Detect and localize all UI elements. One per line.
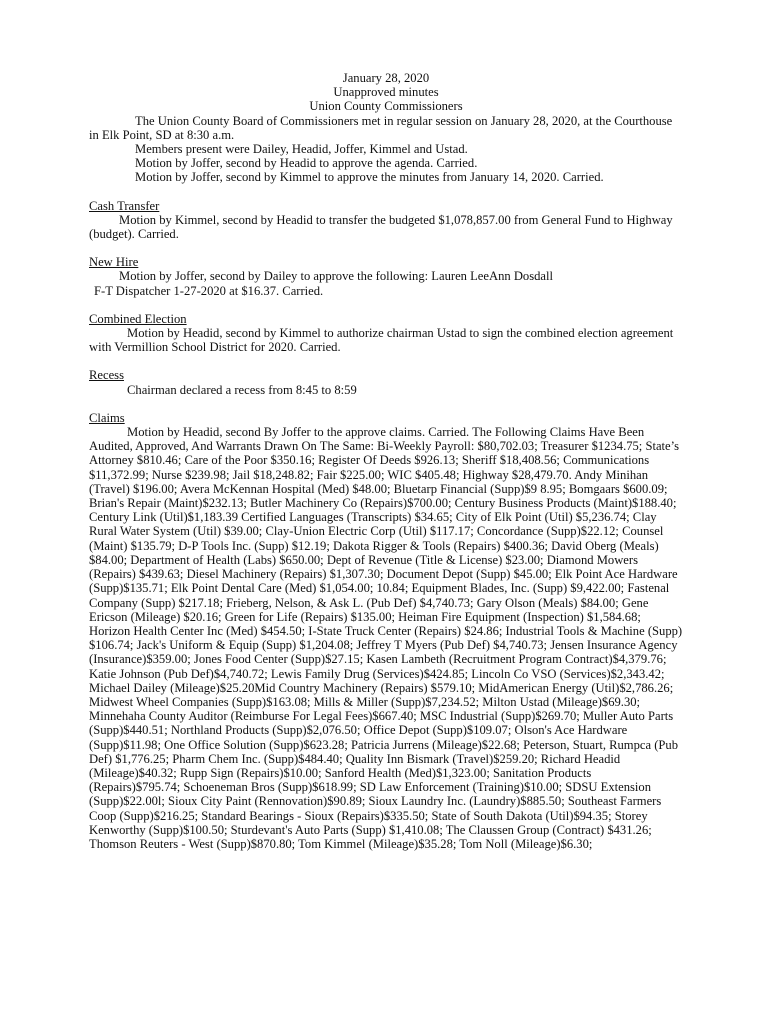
new-hire-text: Motion by Joffer, second by Dailey to approve the following: Lauren LeeAnn Dosdall	[119, 269, 553, 284]
new-hire-detail: F-T Dispatcher 1-27-2020 at $16.37. Carried.	[94, 283, 324, 298]
minutes-document	[89, 71, 683, 851]
new-hire-section	[89, 255, 683, 298]
recess-section	[89, 368, 683, 396]
document-status: Unapproved minutes	[333, 85, 439, 100]
cash-transfer-heading: Cash Transfer	[89, 198, 160, 213]
cash-transfer-text: Motion by Kimmel, second by Headid to transfer the budgeted $1,078,857.00 from General Fund to Highway (budget). Carried.	[89, 212, 673, 242]
agenda-motion: Motion by Joffer, second by Headid to approve the agenda. Carried.	[135, 156, 478, 171]
combined-election-section	[89, 312, 683, 355]
cash-transfer-section	[89, 199, 683, 242]
combined-election-heading: Combined Election	[89, 311, 187, 326]
claims-section	[89, 411, 683, 851]
board-name: Union County Commissioners	[309, 99, 463, 114]
new-hire-heading: New Hire	[89, 255, 139, 270]
recess-heading: Recess	[89, 368, 124, 383]
members-paragraph: Members present were Dailey, Headid, Joffer, Kimmel and Ustad.	[135, 142, 468, 157]
minutes-motion: Motion by Joffer, second by Kimmel to approve the minutes from January 14, 2020. Carried.	[135, 170, 604, 185]
claims-heading: Claims	[89, 410, 125, 425]
meeting-date: January 28, 2020	[342, 71, 430, 85]
claims-text: Motion by Headid, second By Joffer to the approve claims. Carried. The Following Claims Have Been Audited, Approved, And Warrants Drawn On The Same: Bi-Weekly Payroll: $80,702.03; Treasurer $1234.75; State’s Attorney $810.46; Care of the Poor $350.16; Register Of Deeds $926.13; Sheriff $18,408.56; Communications $11,372.99; Nurse $239.98; Jail $18,248.82; Fair $225.00; WIC $405.48; Highway $28,479.70. Andy Minihan (Travel) $196.00; Avera McKennan Hospital (Med) $48.00; Bluetarp Financial (Supp)$9 8.95; Bomgaars $600.09; Brian's Repair (Maint)$232.13; Butler Machinery Co (Repairs)$700.00; Century Business Products (Maint)$188.40; Century Link (Util)$1,183.39 Certified Languages (Transcripts) $34.65; City of Elk Point (Util) $5,236.74; Clay Rural Water System (Util) $39.00; Clay-Union Electric Corp (Util) $117.17; Concordance (Supp)$22.12; Counsel (Maint) $135.79; D-P Tools Inc. (Supp) $12.19; Dakota Rigger & Tools (Repairs) $400.36; David Oberg (Meals) $84.00; Department of Health (Labs) $650.00; Dept of Revenue (Title & License) $23.00; Diamond Mowers (Repairs) $439.63; Diesel Machinery (Repairs) $1,307.30; Document Depot (Supp) $45.00; Elk Point Ace Hardware (Supp)$135.71; Elk Point Dental Care (Med) $1,054.00; 10.84; Equipment Blades, Inc. (Supp) $9,422.00; Fastenal Company (Supp) $217.18; Frieberg, Nelson, & Ask L. (Pub Def) $4,740.73; Gary Olson (Meals) $84.00; Gene Ericson (Mileage) $20.16; Green for Life (Repairs) $135.00; Heiman Fire Equipment (Inspection) $1,584.68; Horizon Health Center Inc (Med) $454.50; I-State Truck Center (Repairs) $24.86; Industrial Tools & Machine (Supp) $106.74; Jack's Uniform & Equip (Supp) $1,204.08; Jeffrey T Myers (Pub Def) $4,740.73; Jensen Insurance Agency (Insurance)$359.00; Jones Food Center (Supp)$27.15; Kasen Lambeth (Recruitment Program Contract)$4,379.76; Katie Johnson (Pub Def)$4,740.72; Lewis Family Drug (Services)$424.85; Lincoln Co VSO (Services)$2,343.42; Michael Dailey (Mileage)$25.20Mid Country Machinery (Repairs) $579.10; MidAmerican Energy (Util)$2,786.26; Midwest Wheel Companies (Supp)$163.08; Mills & Miller (Supp)$7,234.52; Milton Ustad (Mileage)$69.30; Minnehaha County Auditor (Reimburse For Legal Fees)$667.40; MSC Industrial (Supp)$269.70; Muller Auto Parts (Supp)$440.51; Northland Products (Supp)$2,076.50; Office Depot (Supp)$109.07; Olson's Ace Hardware (Supp)$11.98; One Office Solution (Supp)$623.28; Patricia Jurrens (Mileage)$22.68; Peterson, Stuart, Rumpca (Pub Def) $1,776.25; Pharm Chem Inc. (Supp)$484.40; Quality Inn Bismark (Travel)$259.20; Richard Headid (Mileage)$40.32; Rupp Sign (Repairs)$10.00; Sanford Health (Med)$1,323.00; Sanitation Products (Repairs)$795.74; Schoeneman Bros (Supp)$618.99; SD Law Enforcement (Training)$10.00; SDSU Extension (Supp)$22.00l; Sioux City Paint (Rennovation)$90.89; Sioux Laundry Inc. (Laundry)$885.50; Southeast Farmers Coop (Supp)$216.25; Standard Bearings - Sioux (Repairs)$335.50; State of South Dakota (Util)$94.35; Storey Kenworthy (Supp)$100.50; Sturdevant's Auto Parts (Supp) $1,410.08; The Claussen Group (Contract) $431.26; Thomson Reuters - West (Supp)$870.80; Tom Kimmel (Mileage)$35.28; Tom Noll (Mileage)$6.30;	[89, 425, 683, 851]
recess-text: Chairman declared a recess from 8:45 to 8:59	[127, 382, 357, 397]
combined-election-text: Motion by Headid, second by Kimmel to authorize chairman Ustad to sign the combined election agreement with Vermillion School District for 2020. Carried.	[89, 326, 674, 355]
session-paragraph: The Union County Board of Commissioners met in regular session on January 28, 2020, at the Courthouse in Elk Point, SD at 8:30 a.m.	[89, 113, 673, 142]
document-header	[89, 71, 683, 114]
